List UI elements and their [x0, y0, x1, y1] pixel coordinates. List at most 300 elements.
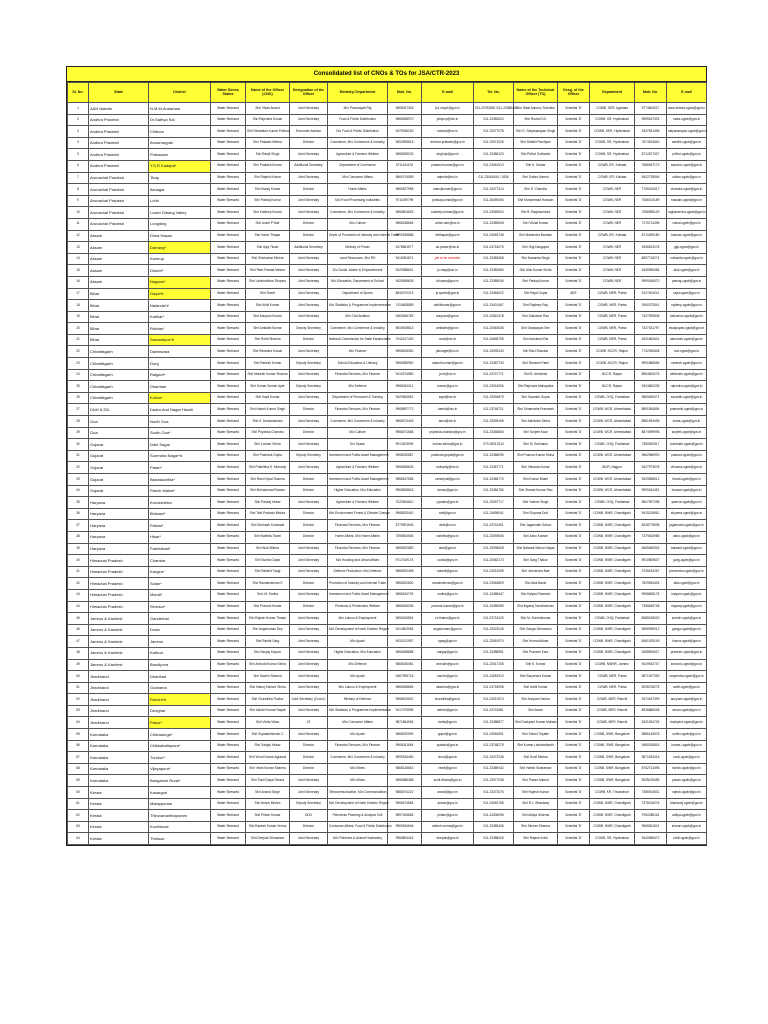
cell-cno-designation: Joint Secretary	[290, 195, 328, 207]
cell-cno-email[interactable]: jsbudget@nic.in	[422, 346, 474, 358]
cell-to-email[interactable]: ravi-cgwb@gov.in	[667, 346, 707, 358]
cell-to-email[interactable]: ganga-cgwb@gov.in	[667, 624, 707, 636]
cell-to-email[interactable]: ramesh-cgwb@gov.in	[667, 358, 707, 370]
cell-water-stress: Water Stressed	[211, 358, 246, 370]
cell-cno-email[interactable]: dirfs@nic.in	[422, 520, 474, 532]
cell-to-email[interactable]: sinha-cgwb@gov.in	[667, 416, 707, 428]
cell-district: Tirap	[149, 172, 211, 184]
cell-to-email[interactable]: abhishek-cgwb@gov.in	[667, 369, 707, 381]
cell-tel: 011-24648795	[474, 334, 514, 346]
cell-tel: 011-23382684	[474, 265, 514, 277]
cell-to-email[interactable]: sarkar.k-cgwb@gov.in	[667, 160, 707, 172]
cell-cno-email[interactable]: pankaj.kumar@gov.in	[422, 195, 474, 207]
cell-cno-designation: Director	[290, 752, 328, 764]
cell-to-email[interactable]: ashu-cgwb@gov.in	[667, 531, 707, 543]
cell-cno-email[interactable]: pritam@gov.in	[422, 810, 474, 822]
cell-cno-designation: Joint Secretary	[290, 103, 328, 115]
cell-cno-email[interactable]: dirthapar@gov.in	[422, 230, 474, 242]
cell-sl-no: 17	[68, 288, 89, 300]
cell-cno-name: Shri Kuldeep Kumar	[246, 207, 290, 219]
cell-ministry: D/o Food & Public Distribution	[328, 126, 388, 138]
cell-tel: 011-23385046	[474, 276, 514, 288]
cell-state: Jharkhand	[89, 717, 149, 729]
cell-cno-mobile: 9968461011	[388, 381, 422, 393]
cell-water-stress: Water Stressed	[211, 694, 246, 706]
table-row	[68, 276, 707, 288]
cell-state: Himachal Pradesh	[89, 578, 149, 590]
cell-to-email[interactable]: sunil-cgwb@gov.in	[667, 752, 707, 764]
table-row	[68, 230, 707, 242]
cell-cno-email[interactable]: js.rasp@nic.in	[422, 265, 474, 277]
cell-to-name: Shri Kalyani Ramesh	[514, 589, 558, 601]
cell-water-stress: Water Stressed	[211, 265, 246, 277]
cell-cno-email[interactable]: rk.thakur@gov.in	[422, 613, 474, 625]
cell-to-email[interactable]: aditya-cgwb@gov.in	[667, 810, 707, 822]
cell-to-designation: Scientist 'D'	[558, 508, 590, 520]
cell-cno-email[interactable]: anand@gov.in	[422, 787, 474, 799]
cell-state: Assam	[89, 276, 149, 288]
cell-cno-email[interactable]: rakesh.kumar@gov.in	[422, 358, 474, 370]
cell-cno-email[interactable]: rakesh.verma@gov.in	[422, 821, 474, 833]
table-row	[68, 485, 707, 497]
cell-cno-email[interactable]: priyanka.chandra@gov.in	[422, 427, 474, 439]
cell-to-department: CGWB, NWHR, Jammu	[590, 659, 635, 671]
cell-district: Pakur*	[149, 717, 211, 729]
cell-to-designation: Scientist 'D'	[558, 798, 590, 810]
cell-cno-mobile: 9868504645	[388, 207, 422, 219]
cell-district: Palwal*	[149, 520, 211, 532]
cell-to-email[interactable]: dwaipayan-cgwb@gov.in	[667, 323, 707, 335]
cell-cno-name: Shri Akhil Kumar	[246, 300, 290, 312]
cell-cno-name: Shri Pankaj Kumar	[246, 195, 290, 207]
cell-water-stress: Water Stressed	[211, 647, 246, 659]
cell-tel: 011-23062651	[474, 729, 514, 741]
cell-tel: 011-23062636	[474, 323, 514, 335]
cell-cno-designation: Joint Secretary	[290, 729, 328, 741]
cell-cno-email[interactable]: akhilkumar@gov.in	[422, 300, 474, 312]
cell-to-email[interactable]: prithvi-cgwb@gov.in	[667, 149, 707, 161]
cell-to-email[interactable]: sharad-cgwb@gov.in	[667, 485, 707, 497]
cell-state: Assam	[89, 265, 149, 277]
cell-cno-designation: Joint Secretary	[290, 624, 328, 636]
cell-to-email[interactable]: jagannath-cgwb@gov.in	[667, 520, 707, 532]
cell-cno-email[interactable]: kapil@nic.in	[422, 392, 474, 404]
table-row	[68, 392, 707, 404]
cell-to-email[interactable]: satyanarayan-cgwb@gov.in	[667, 126, 707, 138]
cell-cno-email[interactable]: rizwan@gov.in	[422, 485, 474, 497]
cell-to-email[interactable]: sohini-cgwb@gov.in	[667, 729, 707, 741]
cell-to-email[interactable]: bhardwaj-cgwb@gov.in	[667, 798, 707, 810]
cell-to-name: Shri Harish Sivaraman	[514, 763, 558, 775]
cell-district: Vijayapura*	[149, 763, 211, 775]
cell-to-email[interactable]: rajendra-cgwb@gov.in	[667, 381, 707, 393]
cell-to-department: CGWB, SR, Hyderabad	[590, 137, 635, 149]
cell-cno-email[interactable]: chandrika@gov.in	[422, 694, 474, 706]
cell-cno-designation: Deputy Secretary	[290, 450, 328, 462]
cell-cno-designation: Director	[290, 474, 328, 486]
cell-water-stress: Water Stressed	[211, 752, 246, 764]
cell-water-stress: Water Stressed	[211, 520, 246, 532]
cell-cno-designation: Joint Secretary	[290, 787, 328, 799]
cell-to-email[interactable]: anupam-cgwb@gov.in	[667, 694, 707, 706]
cell-cno-email[interactable]: anupam@gov.in	[422, 311, 474, 323]
cell-to-email[interactable]: alka-cgwb@gov.in	[667, 578, 707, 590]
cell-to-designation: Scientist 'D'	[558, 763, 590, 775]
cell-to-email[interactable]: balwant-cgwb@gov.in	[667, 543, 707, 555]
cell-to-email[interactable]: wasi.ahmed-cgwb@gov.in	[667, 103, 707, 115]
cell-cno-email[interactable]: eafood@nic.in	[422, 126, 474, 138]
cell-to-email[interactable]: rudra-cgwb@gov.in	[667, 114, 707, 126]
cell-to-email[interactable]: rajesh-cgwb@gov.in	[667, 787, 707, 799]
table-row	[68, 520, 707, 532]
table-row	[68, 207, 707, 219]
cell-to-email[interactable]: ashutosh-cgwb@gov.in	[667, 334, 707, 346]
cell-cno-designation: Director	[290, 520, 328, 532]
cell-state: Chhattisgarh	[89, 381, 149, 393]
cell-sl-no: 52	[68, 694, 89, 706]
cell-cno-email[interactable]: director.prakash@gov.in	[422, 137, 474, 149]
cell-to-department: NCCR, Raipur	[590, 369, 635, 381]
cell-to-mobile: 9774804027	[635, 103, 667, 115]
cell-district: Dantewara	[149, 346, 211, 358]
cell-water-stress: Water Stressed	[211, 589, 246, 601]
cell-to-department: CGWB, SR, Hyderabad	[590, 833, 635, 845]
cell-cno-designation: Joint Secretary	[290, 276, 328, 288]
cell-to-email[interactable]: kohli-cgwb@gov.in	[667, 833, 707, 845]
cell-cno-email[interactable]: js1.moprl@gov.in	[422, 103, 474, 115]
cell-district: Chikkaballapura*	[149, 740, 211, 752]
cell-state: Gujarat	[89, 462, 149, 474]
cell-to-name: Shri Balwant Sahoo Nayak	[514, 543, 558, 555]
cell-cno-email[interactable]: singhrjs@gov.in	[422, 149, 474, 161]
cell-to-email[interactable]: suresh-cgwb@gov.in	[667, 613, 707, 625]
cell-cno-email[interactable]: ramakrishnan@gov.in	[422, 578, 474, 590]
cell-sl-no: 59	[68, 775, 89, 787]
cell-cno-email[interactable]: syadav@gov.in	[422, 740, 474, 752]
cell-cno-mobile: 9711441102	[388, 160, 422, 172]
cell-to-designation: Scientist 'D'	[558, 381, 590, 393]
cell-district: North Goa	[149, 416, 211, 428]
cell-cno-email[interactable]: anish.nair@nic.in	[422, 218, 474, 230]
cell-to-email[interactable]: simran-cgwb@gov.in	[667, 821, 707, 833]
cell-ministry: M/o Civil Aviation	[328, 311, 388, 323]
cell-sl-no: 56	[68, 740, 89, 752]
col-cno-designation-header: Designation of the Officer	[290, 83, 328, 103]
cell-to-email[interactable]: saikumar-cgwb@gov.in	[667, 311, 707, 323]
cell-cno-name: Shri Prashant Gupta	[246, 450, 290, 462]
cell-to-email[interactable]: rajat-cgwb@gov.in	[667, 288, 707, 300]
cell-cno-email[interactable]: gopal@gov.in	[422, 729, 474, 741]
cell-cno-mobile: 9868030081	[388, 659, 422, 671]
cell-tel: 011-24368770	[474, 474, 514, 486]
cell-to-email[interactable]: humra-cgwb@gov.in	[667, 636, 707, 648]
cell-to-mobile: 9662986993	[635, 450, 667, 462]
cell-to-name: Shri Saryendra Kumar	[514, 671, 558, 683]
col-ministry-header: Ministry/ Department	[328, 83, 388, 103]
cell-to-email[interactable]: pankaj-cgwb@gov.in	[667, 276, 707, 288]
cell-cno-mobile: 9968041664	[388, 740, 422, 752]
cell-cno-mobile: 9868445035	[388, 601, 422, 613]
cell-district: Banaskantha*	[149, 474, 211, 486]
cell-district: Samastipur*#	[149, 334, 211, 346]
cell-to-mobile: 9127404241	[635, 288, 667, 300]
cell-to-email[interactable]: barman-cgwb@gov.in	[667, 230, 707, 242]
table-row	[68, 810, 707, 822]
cell-cno-email[interactable]: anirudh@gov.in	[422, 659, 474, 671]
cell-to-designation: Scientist 'D'	[558, 543, 590, 555]
cell-ministry: Investment and Public Asset Management	[328, 450, 388, 462]
cell-water-stress: Water Stressed	[211, 276, 246, 288]
cell-cno-mobile: 9650034804	[388, 613, 422, 625]
cell-to-email[interactable]: aman-cgwb@gov.in	[667, 705, 707, 717]
cell-cno-email[interactable]: amitabh@gov.in	[422, 323, 474, 335]
cell-to-email[interactable]: praveen-cgwb@gov.in	[667, 647, 707, 659]
cell-cno-email[interactable]: ncsk@nic.in	[422, 334, 474, 346]
cell-cno-name: Shri Anish P Nair	[246, 218, 290, 230]
cell-sl-no: 16	[68, 276, 89, 288]
cell-district: Kangra*	[149, 566, 211, 578]
cell-to-email[interactable]: pramanik-cgwb@gov.in	[667, 404, 707, 416]
cell-tel: 011-23346806	[474, 427, 514, 439]
cell-to-email[interactable]: pramod-cgwb@gov.in	[667, 450, 707, 462]
cell-to-mobile: 9999186472	[635, 276, 667, 288]
cell-to-email[interactable]: dushyant-cgwb@gov.in	[667, 717, 707, 729]
cell-sl-no: 39	[68, 543, 89, 555]
cell-cno-email[interactable]: pyadav@gov.in	[422, 497, 474, 509]
cell-district: Patan*	[149, 462, 211, 474]
cell-cno-email[interactable]: ramkripal@gov.in	[422, 474, 474, 486]
cell-water-stress: Water Stressed	[211, 207, 246, 219]
cell-state: Assam	[89, 253, 149, 265]
cell-cno-email[interactable]: nabhita@gov.in	[422, 531, 474, 543]
cell-cno-email[interactable]: sudha@gov.in	[422, 589, 474, 601]
cell-to-department: CGWB, ER, Kolkata	[590, 230, 635, 242]
cell-state: Assam	[89, 242, 149, 254]
cell-water-stress: Water Stressed	[211, 462, 246, 474]
table-row	[68, 659, 707, 671]
cell-cno-designation: Economic Advisor	[290, 126, 328, 138]
cell-cno-email[interactable]: kuldeep.kumar@gov.in	[422, 207, 474, 219]
cell-cno-name: Shri Mukesh Kumar Sharma	[246, 369, 290, 381]
cell-to-email[interactable]: pavan-cgwb@gov.in	[667, 775, 707, 787]
cell-cno-email[interactable]: rakshit@gov.in	[422, 566, 474, 578]
cell-cno-mobile: 9868302498	[388, 566, 422, 578]
cell-tel: 011-23372076	[474, 787, 514, 799]
cell-water-stress: Water Stressed	[211, 821, 246, 833]
cell-to-email[interactable]: bharti-cgwb@gov.in	[667, 474, 707, 486]
cell-cno-email[interactable]: tarit@gov.in	[422, 508, 474, 520]
cell-to-email[interactable]: yashve-cgwb@gov.in	[667, 497, 707, 509]
cell-to-designation: Scientist 'D'	[558, 821, 590, 833]
cell-to-email[interactable]: shyama-cgwb@gov.in	[667, 508, 707, 520]
cell-to-email[interactable]: jeevendra-cgwb@gov.in	[667, 566, 707, 578]
cell-state: Himachal Pradesh	[89, 589, 149, 601]
cell-cno-designation: Additional Secretary	[290, 242, 328, 254]
cell-cno-name: Shri Ramakrishnan S	[246, 578, 290, 590]
cell-cno-email[interactable]: sunil.dhuna@gov.in	[422, 775, 474, 787]
cell-to-mobile: 8874999996	[635, 427, 667, 439]
cell-cno-email[interactable]: sachin@gov.in	[422, 671, 474, 683]
cell-cno-email[interactable]: deepak@gov.in	[422, 833, 474, 845]
cell-cno-designation: Joint Secretary	[290, 288, 328, 300]
cell-to-email[interactable]: surjeet-cgwb@gov.in	[667, 427, 707, 439]
cell-to-designation: Scientist 'D'	[558, 195, 590, 207]
cell-cno-email[interactable]: vinod@gov.in	[422, 752, 474, 764]
cell-to-email[interactable]: saurabh-cgwb@gov.in	[667, 392, 707, 404]
cell-state: Kerala	[89, 798, 149, 810]
cell-cno-email[interactable]: sunita@gov.in	[422, 555, 474, 567]
cell-cno-designation: Director	[290, 601, 328, 613]
cell-tel: 011-23384022	[474, 288, 514, 300]
cell-state: Arunachal Pradesh	[89, 207, 149, 219]
cell-cno-email[interactable]: rgarg@gov.in	[422, 636, 474, 648]
cell-cno-email[interactable]: js.fs@nic.in	[422, 369, 474, 381]
cell-cno-email[interactable]: lochan.sehra@gov.in	[422, 439, 474, 451]
cell-to-email[interactable]: chandra-cgwb@gov.in	[667, 184, 707, 196]
cell-to-department: CGWB, WCR, Ahmedabad	[590, 416, 635, 428]
cell-cno-email[interactable]: prashant.gupta@gov.in	[422, 450, 474, 462]
table-row	[68, 566, 707, 578]
cell-to-designation: Scientist 'D'	[558, 729, 590, 741]
cell-cno-designation: Director	[290, 230, 328, 242]
cell-tel: 011-23748721	[474, 404, 514, 416]
cell-district: Y.S.R Kadapa*	[149, 160, 211, 172]
cell-to-email[interactable]: hussain-cgwb@gov.in	[667, 195, 707, 207]
cell-to-designation: Scientist 'D'	[558, 694, 590, 706]
cell-cno-email[interactable]: mksinha@gov.in	[422, 682, 474, 694]
cell-cno-mobile: 9429388601	[388, 265, 422, 277]
cell-cno-email[interactable]: vivek@gov.in	[422, 763, 474, 775]
cell-to-department: CGWB, SER, Agartala	[590, 103, 635, 115]
cell-cno-email[interactable]: harish@nic.in	[422, 404, 474, 416]
cell-cno-email[interactable]: js.sports@gov.in	[422, 288, 474, 300]
cell-to-email[interactable]: subhaiah-cgwb@gov.in	[667, 439, 707, 451]
cell-cno-designation: Director	[290, 821, 328, 833]
cell-to-email[interactable]: sultan-cgwb@gov.in	[667, 172, 707, 184]
header-row	[68, 83, 707, 103]
cell-to-department: CGWB, NWR, Chandigarh	[590, 520, 635, 532]
cell-ministry: Defence Production, M/o Defence	[328, 566, 388, 578]
cell-cno-email[interactable]: yet to be received	[422, 253, 474, 265]
cell-water-stress: Water Stressed	[211, 508, 246, 520]
table-row	[68, 149, 707, 161]
cell-cno-mobile: 9868032999	[388, 729, 422, 741]
table-row	[68, 184, 707, 196]
cell-to-email[interactable]: gigi-cgwb@gov.in	[667, 242, 707, 254]
cell-state: Kerala	[89, 810, 149, 822]
cell-district: Bangalore Rural*	[149, 775, 211, 787]
cell-cno-email[interactable]: rajeshk@nic.in	[422, 172, 474, 184]
cell-to-name: Shri Sohini Tripathi	[514, 729, 558, 741]
cell-cno-email[interactable]: ashok@gov.in	[422, 798, 474, 810]
cell-to-email[interactable]: kalyani-cgwb@gov.in	[667, 589, 707, 601]
cell-sl-no: 27	[68, 404, 89, 416]
cell-to-name: Shri Ganga Vibhanshu	[514, 624, 558, 636]
table-row	[68, 474, 707, 486]
cell-to-department: CGWB, SER, Hyderabad	[590, 126, 635, 138]
cell-to-email[interactable]: kumar.l-cgwb@gov.in	[667, 740, 707, 752]
cell-to-email[interactable]: vikrama-cgwb@gov.in	[667, 462, 707, 474]
cell-district: Kamrup	[149, 253, 211, 265]
cell-cno-email[interactable]: amol@nic.in	[422, 416, 474, 428]
cell-to-email[interactable]: adriti-cgwb@gov.in	[667, 682, 707, 694]
cell-to-email[interactable]: kumar.k-cgwb@gov.in	[667, 659, 707, 671]
cell-tel: 011-23095628	[474, 543, 514, 555]
cell-cno-email[interactable]: angshuman@gov.in	[422, 624, 474, 636]
cell-cno-name: Shri Sunita Gupta	[246, 555, 290, 567]
cell-cno-email[interactable]: alok@gov.in	[422, 543, 474, 555]
cell-to-email[interactable]: vishal-cgwb@gov.in	[667, 218, 707, 230]
col-to-name-header: Name of the Technical Officer (TO)	[514, 83, 558, 103]
cell-to-name: Shri Rajesh Kohli	[514, 833, 558, 845]
cell-to-department: CGWB, MER, Patna	[590, 300, 635, 312]
cell-to-email[interactable]: ilayaraj-cgwb@gov.in	[667, 601, 707, 613]
cell-district: Chamba	[149, 555, 211, 567]
cell-to-email[interactable]: alok-cgwb@gov.in	[667, 265, 707, 277]
cell-to-email[interactable]: sahithi-cgwb@gov.in	[667, 137, 707, 149]
cell-cno-designation: Director	[290, 218, 328, 230]
col-tel-header: Tel. No.	[474, 83, 514, 103]
cell-tel: 011-23093946	[474, 531, 514, 543]
cell-to-email[interactable]: raghavendra-cgwb@gov.in	[667, 207, 707, 219]
cell-to-mobile: 9760286116	[635, 810, 667, 822]
cell-to-department: CGWB, ER, Kolkata	[590, 160, 635, 172]
cell-to-email[interactable]: nabanita-cgwb@gov.in	[667, 253, 707, 265]
cell-to-designation: Scientist 'D'	[558, 717, 590, 729]
cell-to-mobile: 7765010617	[635, 184, 667, 196]
cell-cno-designation: Deputy Secretary	[290, 358, 328, 370]
cell-cno-email[interactable]: manojkumar@gov.in	[422, 184, 474, 196]
cell-cno-email[interactable]: kumar@gov.in	[422, 381, 474, 393]
cell-to-name: Shri Simran Sharma	[514, 821, 558, 833]
cell-to-name: Shri Vikrama Kumar	[514, 462, 558, 474]
cell-tel: 011-23384780	[474, 485, 514, 497]
cell-to-email[interactable]: garg-cgwb@gov.in	[667, 555, 707, 567]
table-row	[68, 334, 707, 346]
cell-cno-email[interactable]: mohanty@nic.in	[422, 462, 474, 474]
cell-cno-email[interactable]: sanjay@gov.in	[422, 647, 474, 659]
cell-to-email[interactable]: saryendra-cgwb@gov.in	[667, 671, 707, 683]
cell-cno-name: Shri Anupam Kumar	[246, 311, 290, 323]
cell-to-designation: Scientist 'D'	[558, 705, 590, 717]
cell-cno-email[interactable]: ashish@gov.in	[422, 705, 474, 717]
cell-cno-name: Shri Rohit Sharma	[246, 334, 290, 346]
cell-cno-designation: Additional Secretary	[290, 160, 328, 172]
cell-cno-email[interactable]: dhopea@gov.in	[422, 276, 474, 288]
cell-to-email[interactable]: harish-cgwb@gov.in	[667, 763, 707, 775]
cell-to-designation: Scientist 'D'	[558, 427, 590, 439]
cell-cno-mobile: 9868098865	[388, 682, 422, 694]
cell-cno-email[interactable]: prakash.kumar@gov.in	[422, 160, 474, 172]
cell-tel: 011-23718129	[474, 613, 514, 625]
cell-to-email[interactable]: rajdeep-cgwb@gov.in	[667, 300, 707, 312]
cell-tel: 011-23063809	[474, 578, 514, 590]
cell-cno-email[interactable]: pramod.kumar@gov.in	[422, 601, 474, 613]
cell-water-stress: Water Stressed	[211, 833, 246, 845]
cell-cno-email[interactable]: jsimpxp@nic.in	[422, 114, 474, 126]
cell-cno-name: Shri Kumar Suman Apte	[246, 381, 290, 393]
cell-district: Thrissur	[149, 833, 211, 845]
cell-to-department: CGWB, WCR, Ahmedabad	[590, 427, 635, 439]
cell-state: Jammu & Kashmir	[89, 613, 149, 625]
cell-tel: 011-23017208	[474, 659, 514, 671]
cell-to-name: Shri B. Raghavendra	[514, 207, 558, 219]
cell-cno-email[interactable]: as.power@nic.in	[422, 242, 474, 254]
cell-cno-email[interactable]: vinita@gov.in	[422, 717, 474, 729]
cell-state: A&N Islands	[89, 103, 149, 115]
cell-to-mobile: 8298708275	[635, 682, 667, 694]
cell-state: Karnataka	[89, 729, 149, 741]
